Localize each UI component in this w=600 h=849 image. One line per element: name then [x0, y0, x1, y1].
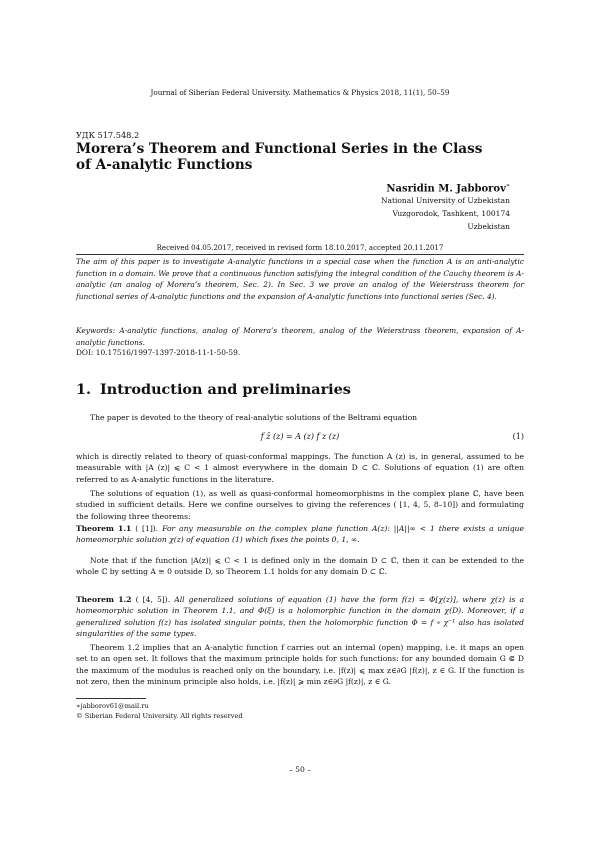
footnote-email: ∗jabborov61@mail.ru — [76, 702, 149, 710]
keywords: Keywords: A-analytic functions, analog of Morera’s theorem, analog of the Weierstrass theorem, expansion of A-analytic functions. — [76, 326, 524, 347]
footnote-copyright: © Siberian Federal University. All rights reserved — [76, 712, 243, 720]
section-heading — [76, 381, 351, 398]
theorem-1-1-label: Theorem 1.1 — [76, 524, 132, 533]
theorem-1-2-ref: ( [4, 5]). — [135, 595, 171, 604]
doi: DOI: 10.17516/1997-1397-2018-11-1-50-59. — [76, 348, 241, 357]
abstract: The aim of this paper is to investigate A-analytic functions in a special case when the function A is an anti-analytic function in a domain. We prove that a continuous function satisfying the integral condition of the Cauchy theorem is A-analytic (an analog of Morera’s theorem, Sec. 2). In Sec. 3 we prove an analog of the Weierstrass theorem for functional series of A-analytic functions and the expansion of A-analytic functions into functional series (Sec. 4). — [76, 257, 524, 301]
abstract-top-rule — [76, 254, 524, 255]
udk-code: УДК 517.548.2 — [76, 130, 140, 140]
theorem-1-2 — [76, 594, 524, 640]
section-title: Introduction and preliminaries — [100, 381, 351, 398]
affiliation-line-1: National University of Uzbekistan — [380, 196, 510, 205]
received-dates: Received 04.05.2017, received in revised form 18.10.2017, accepted 20.11.2017 — [156, 244, 444, 252]
paper-title — [76, 141, 496, 173]
title-line-1: Morera’s Theorem and Functional Series in the Class — [76, 141, 483, 157]
author-footnote-mark: ∗ — [505, 182, 510, 189]
paragraph-3: The solutions of equation (1), as well as quasi-conformal homeomorphisms in the complex plane ℂ, have been studied in sufficient details. Here we confine ourselves to giving the references ( [1, 4, 5, 8–10]) and formulating the following three theorems: — [76, 489, 524, 521]
theorem-1-2-label: Theorem 1.2 — [76, 595, 132, 604]
title-line-2: of A-analytic Functions — [76, 157, 253, 173]
section-number: 1. — [76, 381, 92, 398]
journal-header: Journal of Siberian Federal University. Mathematics & Physics 2018, 11(1), 50–59 — [150, 88, 450, 97]
theorem-1-1 — [76, 523, 524, 546]
paragraph-1: The paper is devoted to the theory of real-analytic solutions of the Beltrami equation — [90, 413, 418, 422]
page-number: – 50 – — [288, 765, 312, 774]
paragraph-5: Theorem 1.2 implies that an A-analytic function f carries out an internal (open) mapping, i.e. it maps an open set to an open set. It follows that the maximum principle holds for such functions: for any bounded domain G ⋐ D the maximum of the modulus is reached only on the boundary, i.e. |f(z)| ⩽ max z∈∂G |f(z)|, z ∈ G. If the function is not zero, then the mininum principle also holds, i.e. |f(z)| ⩾ min z∈∂G |f(z)|, z ∈ G. — [76, 643, 524, 687]
equation-1 — [76, 432, 524, 444]
paragraph-2: which is directly related to theory of quasi-conformal mappings. The function A (z) is, in general, assumed to be measurable with |A (z)| ⩽ C < 1 almost everywhere in the domain D ⊂ ℂ. Solutions of equation (1) are often referred to as A-analytic functions in the literature. — [76, 452, 524, 484]
affiliation-line-3: Uzbekistan — [467, 222, 510, 231]
footnote-rule — [76, 698, 146, 699]
equation-1-body: f z̄ (z) = A (z) f z (z) — [260, 432, 340, 441]
affiliation-line-2: Vuzgorodok, Tashkent, 100174 — [392, 209, 510, 218]
equation-1-number: (1) — [512, 432, 524, 441]
theorem-1-2-text: All generalized solutions of equation (1) have the form f(z) = Φ[χ(z)], where χ(z) is a homeomorphic solution in Theorem 1.1, and Φ(ξ) is a holomorphic function in the domain χ(D). Moreover, if a generalized solution f(z) has isolated singular points, then the holomorphic function Φ = f ∘ χ⁻¹ also has isolated singularities of the same types. — [76, 595, 525, 639]
author-name: Nasridin M. Jabborov∗ — [386, 182, 510, 195]
theorem-1-1-text: For any measurable on the complex plane function A(z): ||A||∞ < 1 there exists a unique homeomorphic solution χ(z) of equation (1) which fixes the points 0, 1, ∞. — [76, 524, 525, 545]
paragraph-4: Note that if the function |A(z)| ⩽ C < 1 is defined only in the domain D ⊂ ℂ, then it can be extended to the whole ℂ by setting A ≡ 0 outside D, so Theorem 1.1 holds for any domain D ⊂ ℂ. — [76, 556, 524, 577]
theorem-1-1-ref: ( [1]). — [135, 524, 159, 533]
